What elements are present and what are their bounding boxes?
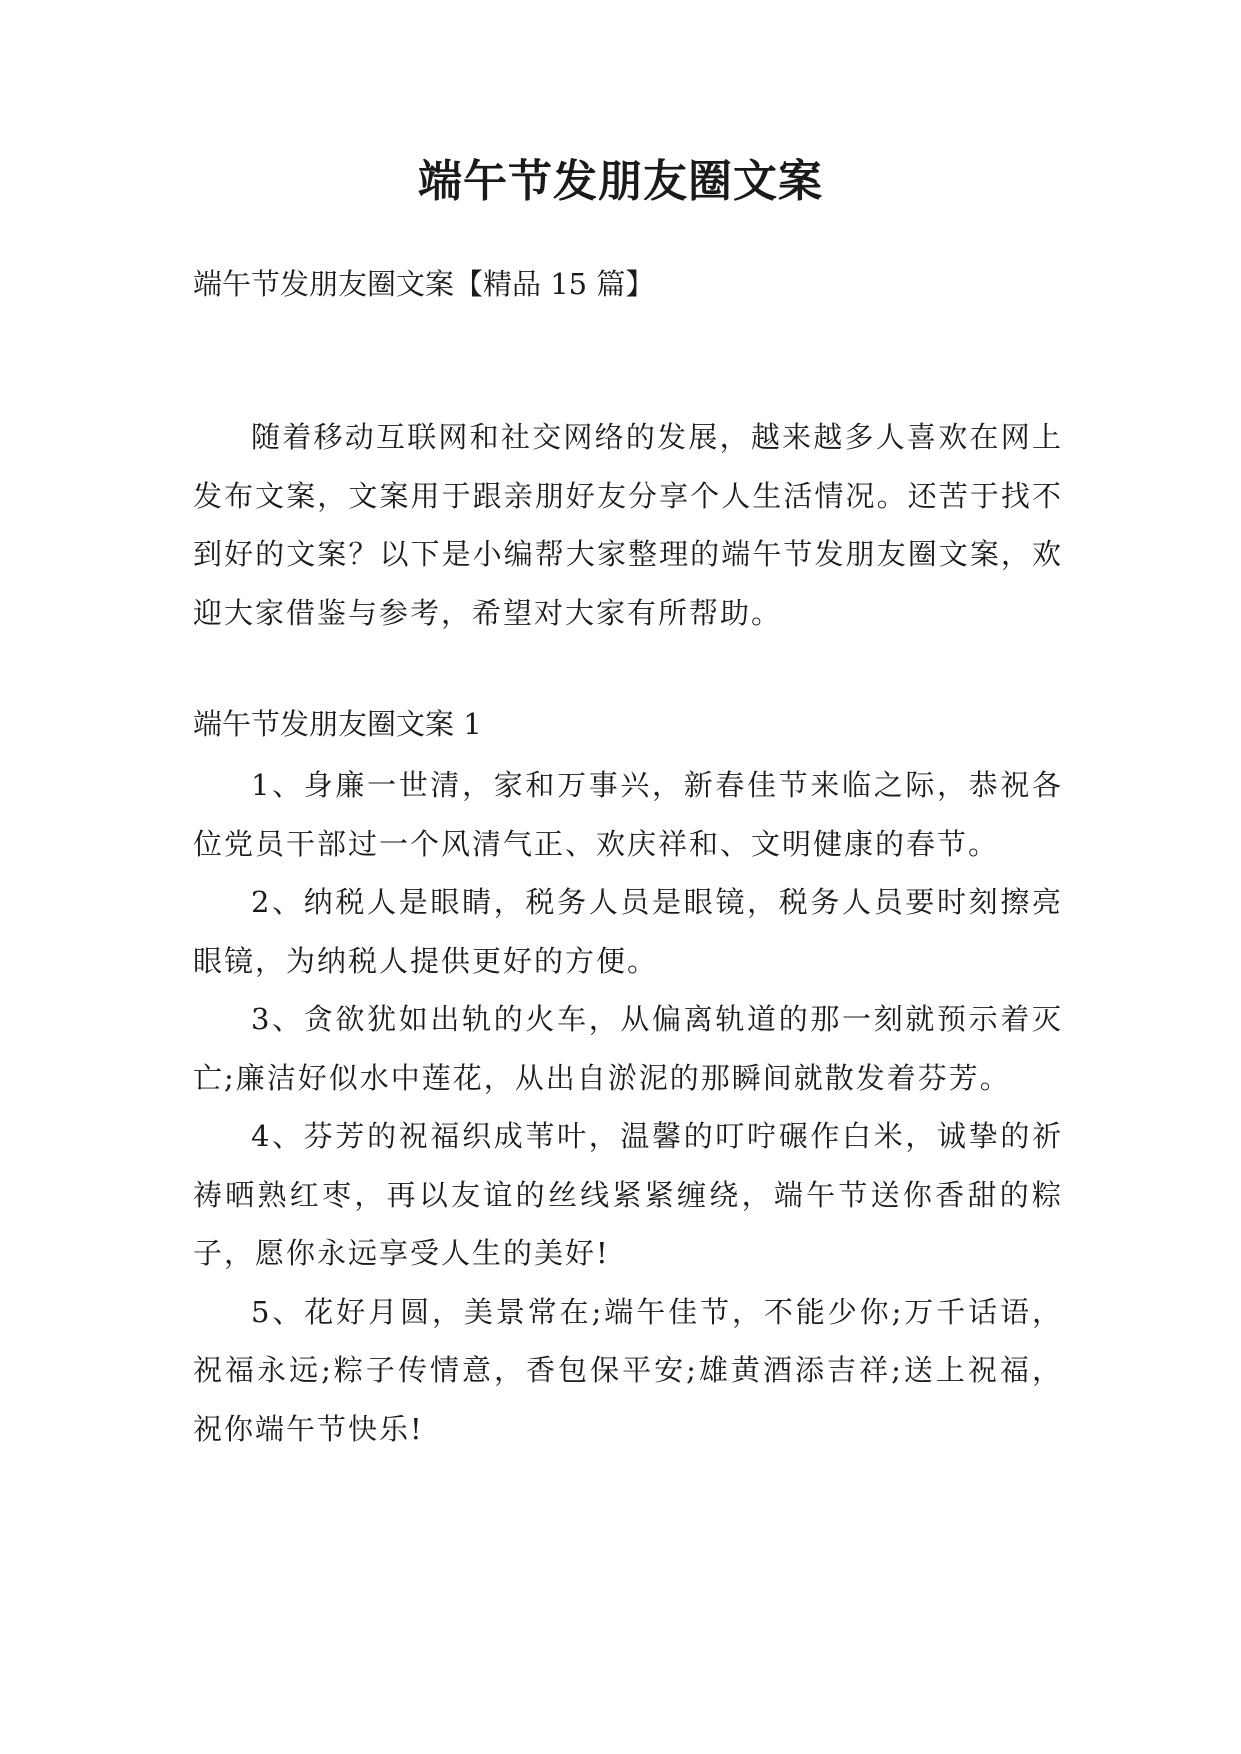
- list-item: 3、贪欲犹如出轨的火车，从偏离轨道的那一刻就预示着灭亡;廉洁好似水中莲花，从出自淤泥的那瞬间就散发着芬芳。: [193, 1002, 1063, 1095]
- list-item: 4、芬芳的祝福织成苇叶，温馨的叮咛碾作白米，诚挚的祈祷晒熟红枣，再以友谊的丝线紧紧缠绕，端午节送你香甜的粽子，愿你永远享受人生的美好!: [193, 1119, 1063, 1270]
- document-title: 端午节发朋友圈文案: [418, 156, 823, 207]
- list-item: 1、身廉一世清，家和万事兴，新春佳节来临之际，恭祝各位党员干部过一个风清气正、欢庆祥和、文明健康的春节。: [193, 768, 1063, 861]
- list-item: 5、花好月圆，美景常在;端午佳节，不能少你;万千话语，祝福永远;粽子传情意，香包保平安;雄黄酒添吉祥;送上祝福，祝你端午节快乐!: [193, 1294, 1063, 1446]
- copy-list: [193, 756, 1063, 1458]
- section-heading: 端午节发朋友圈文案 1: [193, 707, 482, 741]
- intro-paragraph: 随着移动互联网和社交网络的发展，越来越多人喜欢在网上发布文案，文案用于跟亲朋好友分享个人生活情况。还苦于找不到好的文案？以下是小编帮大家整理的端午节发朋友圈文案，欢迎大家借鉴与参考，希望对大家有所帮助。: [193, 420, 1063, 630]
- list-item: 2、纳税人是眼睛，税务人员是眼镜，税务人员要时刻擦亮眼镜，为纳税人提供更好的方便。: [193, 885, 1063, 978]
- document-subtitle: 端午节发朋友圈文案【精品 15 篇】: [193, 267, 655, 301]
